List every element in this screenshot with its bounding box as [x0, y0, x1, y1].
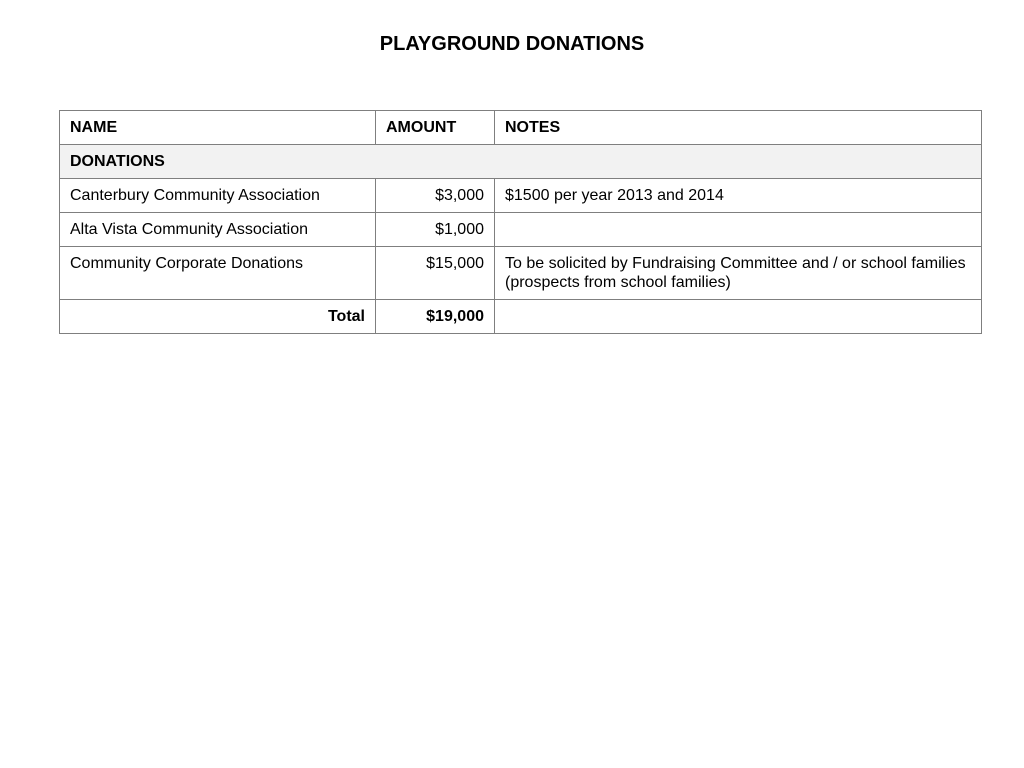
row-notes-cell: To be solicited by Fundraising Committee and / or school families (prospects from school families)	[495, 247, 982, 300]
row-amount-cell: $3,000	[376, 179, 495, 213]
row-notes-cell: $1500 per year 2013 and 2014	[495, 179, 982, 213]
row-name-cell: Alta Vista Community Association	[60, 213, 376, 247]
table-row	[60, 213, 982, 247]
row-amount-cell: $15,000	[376, 247, 495, 300]
section-label: DONATIONS	[60, 145, 982, 179]
page-title: PLAYGROUND DONATIONS	[379, 33, 645, 55]
column-header-amount: AMOUNT	[376, 111, 495, 145]
row-notes-cell	[495, 213, 982, 247]
row-name-cell: Community Corporate Donations	[60, 247, 376, 300]
section-row-donations	[60, 145, 982, 179]
column-header-name: NAME	[60, 111, 376, 145]
table-row	[60, 247, 982, 300]
total-label: Total	[60, 300, 376, 334]
row-name-cell: Canterbury Community Association	[60, 179, 376, 213]
row-amount-cell: $1,000	[376, 213, 495, 247]
total-notes-cell	[495, 300, 982, 334]
column-header-notes: NOTES	[495, 111, 982, 145]
table-header-row	[60, 111, 982, 145]
total-amount: $19,000	[376, 300, 495, 334]
total-row	[60, 300, 982, 334]
donations-table	[59, 110, 982, 334]
table-row	[60, 179, 982, 213]
